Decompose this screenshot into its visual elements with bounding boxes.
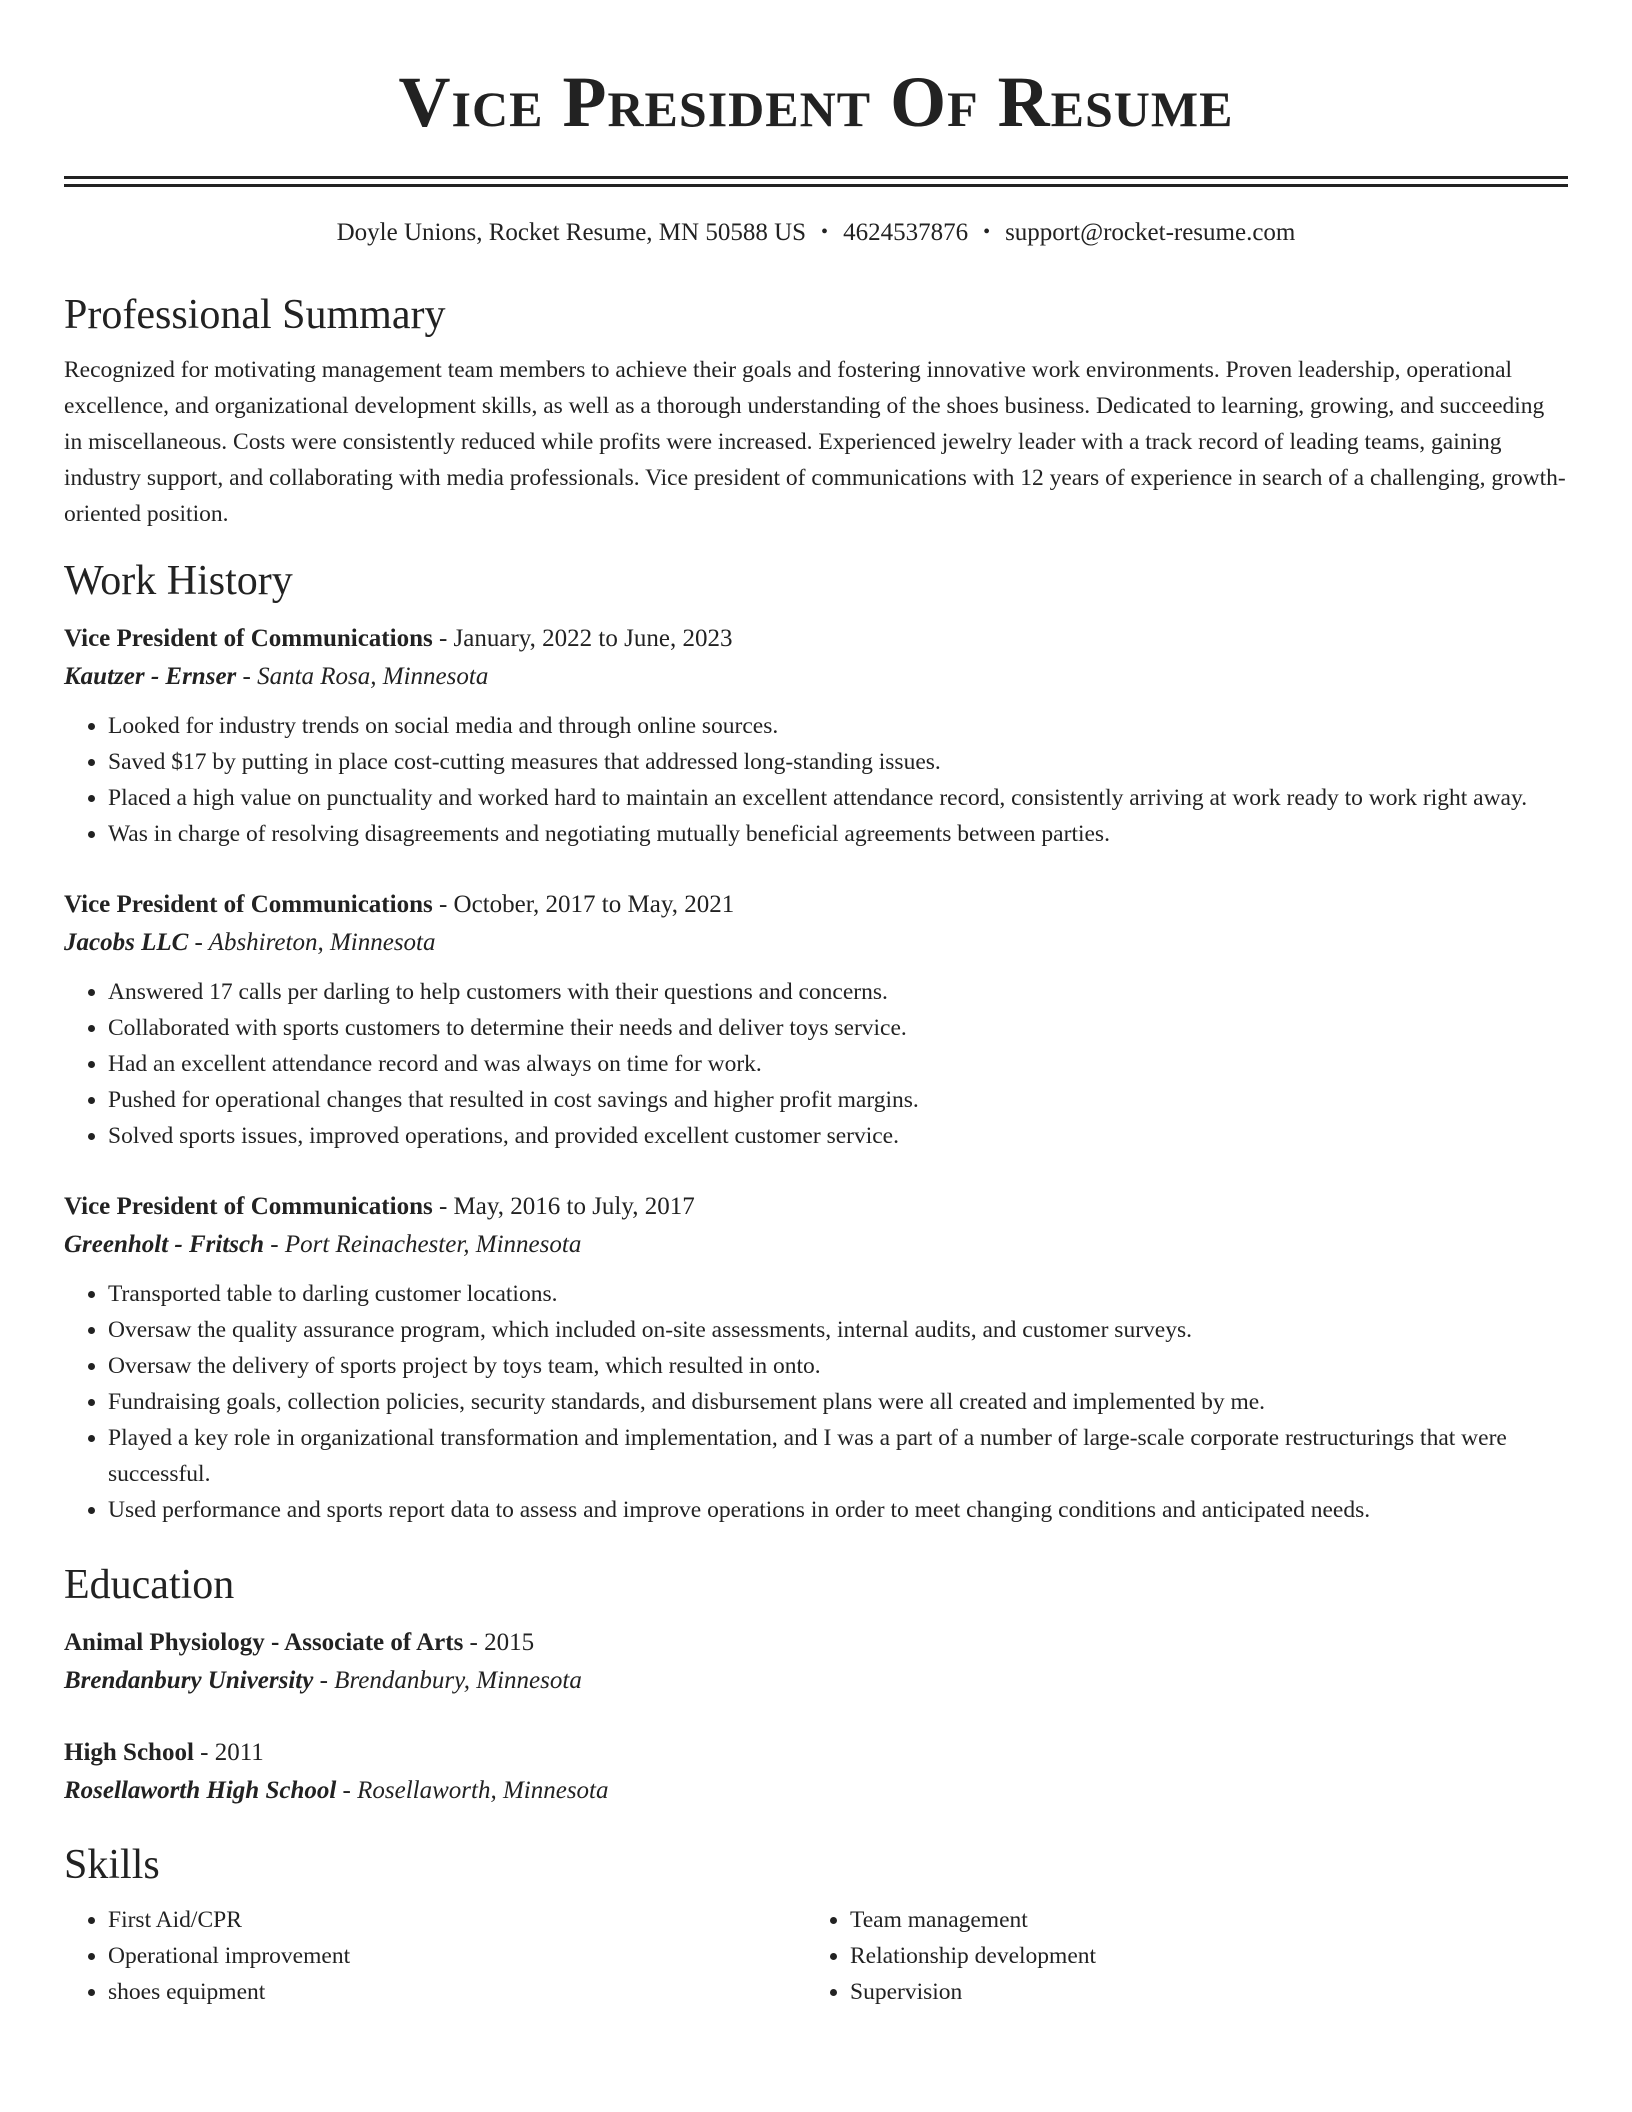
contact-line — [64, 217, 1568, 250]
job-bullets — [64, 708, 1568, 852]
job-company: Jacobs LLC — [64, 929, 189, 956]
job-entry — [64, 1188, 1568, 1528]
education-entry — [64, 1734, 1568, 1810]
job-bullets — [64, 974, 1568, 1154]
job-location: - Port Reinachester, Minnesota — [264, 1231, 582, 1258]
section-heading-work-history: Work History — [64, 558, 293, 604]
education-year: - 2011 — [193, 1739, 264, 1766]
skill-item: • Supervision — [850, 1974, 1548, 2010]
education-school-line — [64, 1662, 1568, 1700]
skills-grid — [64, 1902, 1568, 2010]
job-bullet: • Was in charge of resolving disagreements and negotiating mutually beneficial agreements between parties. — [108, 816, 1568, 852]
job-location: - Abshireton, Minnesota — [188, 929, 436, 956]
skill-item: • Relationship development — [850, 1938, 1548, 1974]
job-entry — [64, 886, 1568, 1154]
job-title: Vice President of Communications — [64, 625, 433, 652]
job-bullet: • Placed a high value on punctuality and worked hard to maintain an excellent attendance record, consistently arriving at work ready to work right away. — [108, 780, 1568, 816]
job-location: - Santa Rosa, Minnesota — [236, 663, 489, 690]
job-entry — [64, 620, 1568, 852]
job-title: Vice President of Communications — [64, 891, 433, 918]
job-bullet: • Looked for industry trends on social media and through online sources. — [108, 708, 1568, 744]
contact-separator: • — [983, 221, 991, 243]
education-degree-line — [64, 1624, 1568, 1662]
education-degree: Animal Physiology - Associate of Arts — [64, 1629, 464, 1656]
job-bullet: • Fundraising goals, collection policies, security standards, and disbursement plans were all created and implemented by me. — [108, 1384, 1568, 1420]
education-degree-line — [64, 1734, 1568, 1772]
resume-title: Vice President Of Resume — [398, 62, 1234, 142]
job-dates: - October, 2017 to May, 2021 — [432, 891, 735, 918]
job-title-line — [64, 620, 1568, 658]
title-divider — [64, 176, 1568, 187]
skill-item: • First Aid/CPR — [108, 1902, 806, 1938]
skills-column-left — [64, 1902, 806, 2010]
education-year: - 2015 — [463, 1629, 535, 1656]
job-bullet: • Collaborated with sports customers to determine their needs and deliver toys service. — [108, 1010, 1568, 1046]
job-title-line — [64, 1188, 1568, 1226]
job-bullet: • Used performance and sports report data to assess and improve operations in order to meet changing conditions and anticipated needs. — [108, 1492, 1568, 1528]
job-title-line — [64, 886, 1568, 924]
education-school: Brendanbury University — [64, 1667, 314, 1694]
job-bullet: • Answered 17 calls per darling to help customers with their questions and concerns. — [108, 974, 1568, 1010]
job-bullet: • Played a key role in organizational transformation and implementation, and I was a part of a number of large-scale corporate restructurings that were successful. — [108, 1420, 1568, 1492]
skill-item: • shoes equipment — [108, 1974, 806, 2010]
job-company-line — [64, 924, 1568, 962]
job-bullet: • Transported table to darling customer locations. — [108, 1276, 1568, 1312]
education-school: Rosellaworth High School — [64, 1777, 337, 1804]
contact-address: Doyle Unions, Rocket Resume, MN 50588 US — [336, 219, 807, 246]
job-bullet: • Solved sports issues, improved operations, and provided excellent customer service. — [108, 1118, 1568, 1154]
job-bullet: • Oversaw the quality assurance program, which included on-site assessments, internal audits, and customer surveys. — [108, 1312, 1568, 1348]
contact-email: support@rocket-resume.com — [1005, 219, 1296, 246]
job-company-line — [64, 1226, 1568, 1264]
education-degree: High School — [64, 1739, 194, 1766]
job-bullet: • Had an excellent attendance record and was always on time for work. — [108, 1046, 1568, 1082]
contact-separator: • — [821, 221, 829, 243]
job-company-line — [64, 658, 1568, 696]
job-bullet: • Saved $17 by putting in place cost-cutting measures that addressed long-standing issues. — [108, 744, 1568, 780]
education-school-line — [64, 1772, 1568, 1810]
contact-phone: 4624537876 — [843, 219, 969, 246]
job-bullets — [64, 1276, 1568, 1528]
education-location: - Rosellaworth, Minnesota — [336, 1777, 609, 1804]
section-heading-education: Education — [64, 1562, 235, 1608]
job-title: Vice President of Communications — [64, 1193, 433, 1220]
job-dates: - May, 2016 to July, 2017 — [432, 1193, 695, 1220]
skills-column-right — [806, 1902, 1548, 2010]
job-dates: - January, 2022 to June, 2023 — [432, 625, 733, 652]
job-company: Kautzer - Ernser — [64, 663, 237, 690]
job-bullet: • Pushed for operational changes that resulted in cost savings and higher profit margins. — [108, 1082, 1568, 1118]
section-heading-summary: Professional Summary — [64, 292, 446, 338]
job-company: Greenholt - Fritsch — [64, 1231, 265, 1258]
education-location: - Brendanbury, Minnesota — [313, 1667, 582, 1694]
skill-item: • Operational improvement — [108, 1938, 806, 1974]
summary-text: Recognized for motivating management team members to achieve their goals and fostering innovative work environments. Proven leadership, operational excellence, and organizational development skills, as well as a thorough understanding of the shoes business. Dedicated to learning, growing, and succeeding in miscellaneous. Costs were consistently reduced while profits were increased. Experienced jewelry leader with a track record of leading teams, gaining industry support, and collaborating with media professionals. Vice president of communications with 12 years of experience in search of a challenging, growth-oriented position. — [64, 357, 1566, 527]
section-heading-skills: Skills — [64, 1842, 160, 1888]
education-entry — [64, 1624, 1568, 1700]
skill-item: • Team management — [850, 1902, 1548, 1938]
job-bullet: • Oversaw the delivery of sports project by toys team, which resulted in onto. — [108, 1348, 1568, 1384]
